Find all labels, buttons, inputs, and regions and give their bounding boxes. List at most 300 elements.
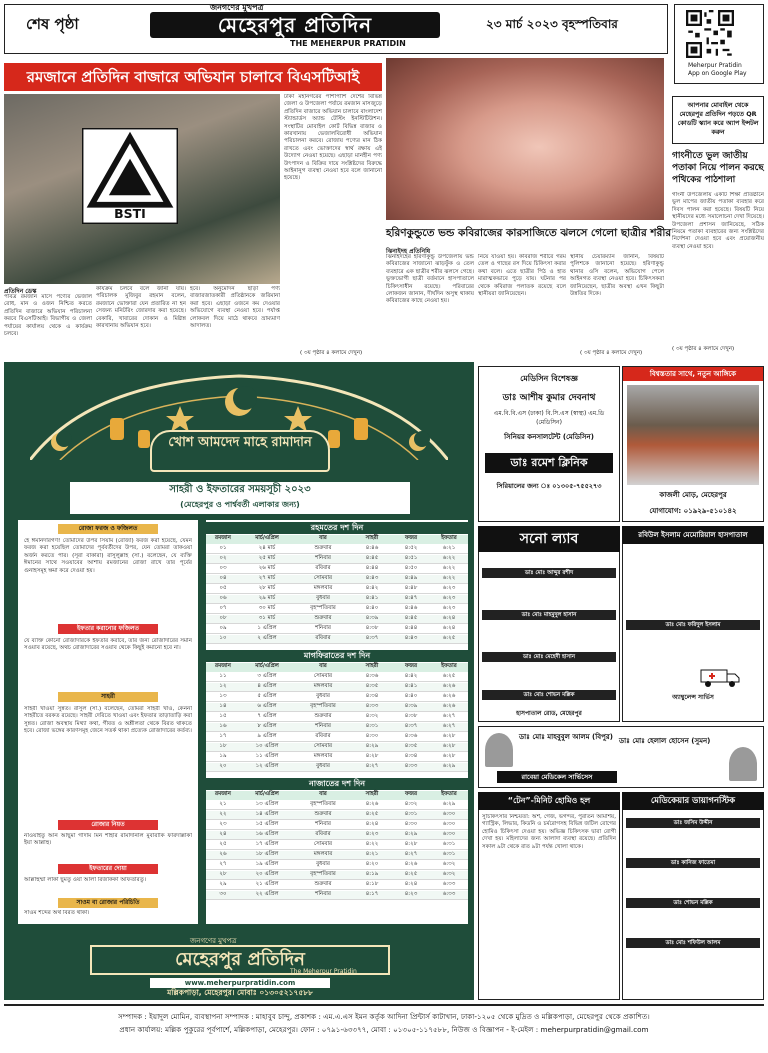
timetable-row	[206, 881, 468, 890]
timetable-row-cell: রবিবার	[315, 733, 331, 739]
timetable-row-cell: ৪:২৫	[365, 811, 379, 817]
timetable-row-cell: ৬:৩১	[442, 841, 456, 847]
timetable-row-cell: বৃহস্পতিবার	[310, 801, 336, 807]
timetable-row-cell: শুক্রবার	[314, 713, 332, 719]
footer-logo: মেহেরপুর প্রতিদিন	[90, 945, 390, 975]
timetable-row-cell: ৪:৪৫	[365, 555, 379, 561]
timetable-header-cell: বার	[319, 663, 327, 669]
restaurant-photo	[627, 385, 759, 485]
section-sawm: সাওম বা রোজার পরিচিতি	[58, 898, 158, 908]
timetable-row-cell: ১০ এপ্রিল	[255, 743, 279, 749]
sono-doctor-bar-2: ডাঃ মোঃ মাহমুদুল হাসান	[482, 610, 616, 620]
timetable-row-cell: ৬:২৯	[442, 801, 456, 807]
timetable-row	[206, 713, 468, 722]
timetable-row-cell: ৪:৪২	[404, 673, 418, 679]
ambulance-icon	[700, 666, 740, 688]
timetable-row-cell: ৪:২৩	[404, 891, 418, 897]
side-headline[interactable]: গাংনীতে ভুল জাতীয় পতাকা নিয়ে পালন করছে পথিকের পাঠশালা	[672, 151, 764, 185]
footer-address: মল্লিকপাড়া, মেহেরপুর। মোবাঃ ০১৩০৫২১৭৫৮৮	[167, 988, 313, 997]
ramesh-phone[interactable]: সিরিয়ালের জন্য ঃ ০১৩০৫-৭৫৫২৭৩	[496, 482, 602, 490]
timetable-row-cell: ০৬	[219, 595, 227, 601]
timetable-row-cell: সোমবার	[313, 743, 333, 749]
timetable-row-cell: ৪:৩২	[365, 713, 379, 719]
timetable-row-cell: ০১	[219, 545, 227, 551]
section-fasting-virtue: রোজা ফরজ ও ফজিলত	[58, 524, 158, 534]
timetable-row-cell: ৬:২৪	[442, 625, 456, 631]
timetable-row-cell: ৪:৩১	[404, 811, 418, 817]
timetable-row-cell: ৪:২৭	[365, 763, 379, 769]
ramesh-specialty: মেডিসিন বিশেষজ্ঞ	[520, 374, 578, 383]
timetable-row-cell: ১৯ এপ্রিল	[255, 861, 279, 867]
timetable-row-cell: ৬:২৭	[442, 713, 456, 719]
timetable-row-cell: বৃহস্পতিবার	[310, 703, 336, 709]
timetable-row-cell: ৪:২৯	[404, 831, 418, 837]
footer-english-name: The Meherpur Pratidin	[290, 968, 357, 975]
timetable-row-cell: ৪:৩৩	[404, 763, 418, 769]
timetable-row-cell: ৪:৪৮	[404, 585, 418, 591]
timetable-row	[206, 575, 468, 584]
ramadan-subtitle-box	[70, 482, 410, 514]
section-iftar-virtue: ইফতার করানোর ফজিলত	[58, 624, 158, 634]
timetable-row-cell: ০৩	[219, 565, 227, 571]
sono-address: হাসপাতাল রোড, মেহেরপুর	[516, 710, 582, 717]
timetable-row-cell: ৬:২৩	[442, 585, 456, 591]
timetable-row-cell: ২৯	[219, 881, 227, 887]
rabiul-ambulance-label: অ্যাম্বুলেন্স সার্ভিস	[672, 694, 714, 701]
timetable-row-cell: ৪:২২	[365, 841, 379, 847]
timetable-header-cell: রমজান	[215, 535, 231, 541]
lead-column-right: ঢাকা মহানগরের পাশাপাশি দেশের বিভিন্ন জেলা ও উপজেলা পর্যায়ে রমজান মাসজুড়ে প্রতিদিন বাজারে অভিযান চালাবে বাংলাদেশ স্ট্যান্ডার্ডস অ্যান্ড টেস্টিং ইনস্টিটিউশন। সংস্থাটির মোবাইল কোর্ট বিভিন্ন বাজার ও কারখানায় ভেজালবিরোধী অভিযান পরিচালনা করবে। রোজায় পণ্যের মান ঠিক রাখতে এবং ভোক্তাদের স্বার্থ রক্ষায় এই উদ্যোগ নেওয়া হয়েছে। এছাড়া মানহীন পণ্য উৎপাদন ও বিক্রির দায়ে সংশ্লিষ্টদের বিরুদ্ধে আইনানুগ ব্যবস্থা নেওয়া হবে বলে জানানো হয়েছে।	[284, 94, 382, 182]
timetable-row-cell: ৪:২৬	[404, 861, 418, 867]
timetable-row-cell: রবিবার	[315, 831, 331, 837]
timetable-row-cell: ১৫ এপ্রিল	[255, 821, 279, 827]
timetable-row-cell: ৩০ মার্চ	[258, 605, 276, 611]
timetable-row-cell: ৪:৪৭	[404, 595, 418, 601]
lead-column-3: হবে। অনুমোদন ছাড়া পণ্য বাজারজাতকারী প্রতিষ্ঠানকে জরিমানা করা হবে। এছাড়া ওজনে কম দেওয়ার অভিযোগে ব্যবস্থা নেওয়া হবে। পর্যাপ্ত লোকবল দিয়ে মাঠে থাকবে ভ্রাম্যমাণ আদালত।	[190, 286, 280, 330]
timetable-row-cell: ৪:২০	[365, 861, 379, 867]
timetable-row-cell: ৪:২৭	[404, 851, 418, 857]
timetable-row-cell: ৪:২১	[365, 851, 379, 857]
lead-continued: ( ৩য় পৃষ্ঠার ৪ কলামে দেখুন)	[300, 350, 363, 356]
timetable-row	[206, 801, 468, 810]
timetable-row-cell: ৬:২৬	[442, 703, 456, 709]
sono-doctor-bar-3: ডাঃ মোঃ মেহেদী হাসান	[482, 652, 616, 662]
timetable-row-cell: শনিবার	[315, 821, 331, 827]
timetable-band: মাগফিরাতের দশ দিন	[206, 650, 468, 662]
timetable-row	[206, 841, 468, 850]
timetable-row-cell: বুধবার	[316, 693, 330, 699]
timetable-header-cell: ফজর	[405, 535, 417, 541]
timetable-row-cell: ৪:৪২	[365, 585, 379, 591]
timetable-row-cell: ০৯	[219, 625, 227, 631]
timetable-row-cell: মঙ্গলবার	[313, 683, 333, 689]
timetable-row-cell: ৪:৪১	[404, 683, 418, 689]
story2-column-3: স্থানীয় চেয়ারম্যান জানান, বিষয়টি পুলিশকে জানানো হয়েছে। হরিণাকুন্ডু থানার ওসি বলেন, অভিযোগ পেলে আইনগত ব্যবস্থা নেওয়া হবে। চিকিৎসকরা জানিয়েছেন, ছাত্রীর অবস্থা এখন কিছুটা উন্নতির দিকে।	[570, 254, 664, 298]
timetable-row-cell: ৪:৪৫	[404, 615, 418, 621]
timetable-row	[206, 635, 468, 644]
timetable-row-cell: ১৮	[219, 743, 227, 749]
timetable-row-cell: বুধবার	[316, 595, 330, 601]
timetable-row-cell: শুক্রবার	[314, 881, 332, 887]
timetable-row-cell: ১৬	[219, 723, 227, 729]
timetable-row-cell: ৪:৩৯	[365, 615, 379, 621]
timetable-header	[206, 791, 468, 800]
side-story-text: গাংনী উপজেলায় একটি শিক্ষা প্রতিষ্ঠানে ভুল মাপের জাতীয় পতাকা ব্যবহার করে দিবস পালন করা হয়েছে। বিষয়টি নিয়ে স্থানীয়দের মধ্যে সমালোচনা দেখা দিয়েছে। উপজেলা প্রশাসন জানিয়েছে, সঠিক নিয়মে পতাকা ব্যবহারের জন্য সংশ্লিষ্টদের নির্দেশনা দেওয়া হবে এবং প্রয়োজনীয় ব্যবস্থা নেওয়া হবে।	[672, 192, 764, 250]
ramadan-subtitle: সাহরী ও ইফতারের সময়সূচী ২০২৩	[169, 484, 311, 495]
timetable-row	[206, 753, 468, 762]
timetable-row-cell: শনিবার	[315, 891, 331, 897]
timetable-row-cell: ৬:৩২	[442, 861, 456, 867]
timetable-row-cell: ৬:২২	[442, 565, 456, 571]
restaurant-slogan: বিশ্বস্ততার সাথে, নতুন আঙ্গিকে	[623, 367, 763, 381]
restaurant-ad	[622, 366, 764, 522]
medicare-doctor-bar-2: ডাঃ কানিজ ফাতেমা	[626, 858, 760, 868]
doctor-photo-2	[729, 747, 757, 781]
timetable-row-cell: মঙ্গলবার	[313, 753, 333, 759]
timetable-header-cell: মার্চ/এপ্রিল	[255, 535, 279, 541]
imprint-line	[4, 1004, 764, 1050]
story2-dateline: ঝিনাইদহ প্রতিনিধি	[386, 248, 431, 255]
timetable-row-cell: বুধবার	[316, 763, 330, 769]
side-continued: ( ৩য় পৃষ্ঠার ৪ কলামে দেখুন)	[672, 346, 735, 352]
timetable-header-cell: সাহরী	[365, 791, 379, 797]
timetable-row-cell: ৪ এপ্রিল	[257, 683, 277, 689]
lead-headline[interactable]: রমজানে প্রতিদিন বাজারে অভিযান চালাবে বিএসটিআই	[4, 63, 382, 91]
timetable-row-cell: ২১ এপ্রিল	[255, 881, 279, 887]
section-sehri: সাহরী	[58, 692, 158, 702]
timetable-row-cell: ২৭ মার্চ	[258, 575, 276, 581]
rabeya-medical-ad	[478, 726, 764, 788]
timetable-header-cell: সাহরী	[365, 663, 379, 669]
lead-dateline: প্রতিদিন ডেস্ক	[4, 288, 37, 295]
timetable-row-cell: ০৭	[219, 605, 227, 611]
timetable-row-cell: ৪:৫১	[404, 555, 418, 561]
timetable-row-cell: ০২	[219, 555, 227, 561]
timetable-row-cell: ৪:২৯	[365, 743, 379, 749]
timetable-row-cell: ৪:৪৪	[365, 565, 379, 571]
timetable-row-cell: ২৩	[219, 821, 227, 827]
timetable-row	[206, 723, 468, 732]
timetable-header-cell: বার	[319, 791, 327, 797]
timetable-row-cell: সোমবার	[313, 673, 333, 679]
timetable-row-cell: ২২	[219, 811, 227, 817]
timetable-row-cell: ১১ এপ্রিল	[255, 753, 279, 759]
timetable-header	[206, 535, 468, 544]
timetable-row-cell: রবিবার	[315, 635, 331, 641]
sono-doctor-bar-4: ডাঃ মোঃ শোভন মল্লিক	[482, 690, 616, 700]
timetable-row-cell: ৬ এপ্রিল	[257, 703, 277, 709]
timetable-row-cell: ৪:৪৪	[404, 625, 418, 631]
ramesh-clinic-ad	[478, 366, 620, 522]
timetable-row-cell: ৩ এপ্রিল	[257, 673, 277, 679]
timetable-row-cell: ৪:২৮	[404, 841, 418, 847]
story2-headline[interactable]: হরিণকুন্ডুতে ভন্ড কবিরাজের কারসাজিতে ঝলসে গেলো ছাত্রীর শরীর	[386, 227, 672, 239]
timetable-row-cell: ২৪ মার্চ	[258, 545, 276, 551]
story2-photo	[386, 58, 664, 220]
timetable-row-cell: ২৫ মার্চ	[258, 555, 276, 561]
ramadan-timetable	[206, 520, 468, 924]
timetable-header-cell: ফজর	[405, 791, 417, 797]
timetable-row-cell: ২২ এপ্রিল	[255, 891, 279, 897]
timetable-row	[206, 555, 468, 564]
timetable-row	[206, 703, 468, 712]
timetable-row-cell: ৪:৩৭	[365, 635, 379, 641]
timetable-row-cell: শনিবার	[315, 723, 331, 729]
timetable-row-cell: ১৪	[219, 703, 227, 709]
timetable-row-cell: ৬:৩০	[442, 821, 456, 827]
timetable-row-cell: ৬:২৪	[442, 615, 456, 621]
timetable-row-cell: ৪:৩০	[365, 733, 379, 739]
timetable-row-cell: ৪:৩৪	[365, 693, 379, 699]
timetable-row	[206, 615, 468, 624]
timetable-row-cell: মঙ্গলবার	[313, 851, 333, 857]
timetable-row-cell: ১৭ এপ্রিল	[255, 841, 279, 847]
timetable-row	[206, 743, 468, 752]
timetable-row-cell: ৪:১৭	[365, 891, 379, 897]
ramesh-degrees: এম.বি.বি.এস (ঢাকা) বি.সি.এস (স্বাস্থ্য) এম.ডি (মেডিসিন)	[493, 410, 605, 426]
story2-continued: ( ৩য় পৃষ্ঠার ৪ কলামে দেখুন)	[580, 350, 643, 356]
timetable-row-cell: বৃহস্পতিবার	[310, 871, 336, 877]
timetable-header-cell: মার্চ/এপ্রিল	[255, 791, 279, 797]
timetable-row-cell: ৬:২২	[442, 575, 456, 581]
timetable-row-cell: ১২ এপ্রিল	[255, 763, 279, 769]
ramesh-doctor-name: ডাঃ আশীষ কুমার দেবনাথ	[502, 393, 596, 403]
timetable-row-cell: ৮ এপ্রিল	[257, 723, 277, 729]
sawm-text: সাওম শব্দের অর্থ বিরত থাকা।	[24, 910, 90, 916]
timetable-row-cell: সোমবার	[313, 575, 333, 581]
timetable-row	[206, 595, 468, 604]
timetable-row-cell: শনিবার	[315, 555, 331, 561]
app-promo-box	[672, 96, 764, 144]
timetable-row-cell: ৪:৩৩	[365, 703, 379, 709]
timetable-header-cell: ইফতার	[441, 791, 457, 797]
doctor-photo-1	[485, 733, 513, 767]
timetable-row-cell: ৬:৩০	[442, 811, 456, 817]
timetable-row	[206, 733, 468, 742]
timetable-row-cell: ১৮ এপ্রিল	[255, 851, 279, 857]
timetable-row-cell: ৪:৩৬	[404, 733, 418, 739]
timetable-row-cell: ৪:৩৫	[365, 683, 379, 689]
iftar-virtue-text: যে ব্যক্তি কোনো রোজাদারকে ইফতার করাবে, তার জন্য রোজাদারের সমান সওয়াব রয়েছে, অথচ রোজাদারের সওয়াব থেকে কিছুই কমানো হবে না।	[24, 638, 192, 652]
timetable-row-cell: ৪:২৪	[365, 821, 379, 827]
timetable-row-cell: ২৪	[219, 831, 227, 837]
timetable-row-cell: ১২	[219, 683, 227, 689]
section-iftar-dua: ইফতারের দোয়া	[58, 864, 158, 874]
medicare-doctor-bar-3: ডাঃ শোভন মল্লিক	[626, 898, 760, 908]
timetable-row-cell: ৩০	[219, 891, 227, 897]
timetable-header-cell: মার্চ/এপ্রিল	[255, 663, 279, 669]
timetable-row-cell: ৬:২৬	[442, 693, 456, 699]
timetable-row	[206, 851, 468, 860]
timetable-row-cell: বৃহস্পতিবার	[310, 605, 336, 611]
timetable-row-cell: ৪:৪৩	[404, 635, 418, 641]
timetable-row-cell: ১৩	[219, 693, 227, 699]
timetable-header-cell: ইফতার	[441, 663, 457, 669]
timetable-row-cell: ৬:২৬	[442, 683, 456, 689]
homeo-text: সুচিকিৎসার নিশ্চয়তা: অর্শ, গেজ, ভগন্দর, পুরাতন আমাশয়, গ্যাস্ট্রিক, লিভার, কিডনি ও চর্মরোগসহ বিভিন্ন জটিল রোগের হোমিও চিকিৎসা দেওয়া হয়। অভিজ্ঞ চিকিৎসক দ্বারা রোগী দেখা হয়। মহিলাদের জন্য আলাদা ব্যবস্থা রয়েছে। প্রতিদিন সকাল ৯টা থেকে রাত ৯টা পর্যন্ত খোলা থাকে।	[482, 814, 616, 850]
timetable-row-cell: ৬:২১	[442, 545, 456, 551]
timetable-row	[206, 545, 468, 554]
restaurant-phone[interactable]: যোগাযোগ: ০১৯২৯-৫১০১৪২	[649, 507, 737, 515]
timetable-row-cell: ৪:৪০	[404, 693, 418, 699]
timetable-row-cell: মঙ্গলবার	[313, 585, 333, 591]
timetable-row-cell: ৪:১৮	[365, 881, 379, 887]
sono-lab-title: সনো ল্যাব	[478, 526, 620, 552]
timetable-row-cell: ২৮	[219, 871, 227, 877]
story2-column-1: ঝিনাইদহের হরিণাকুন্ডু উপজেলায় ভন্ড কবিরাজের সাজানো ঝাড়ফুঁক ও তেল ব্যবহারে এক ছাত্রীর শরীর ঝলসে গেছে। ভুক্তভোগী ছাত্রী বর্তমানে হাসপাতালে চিকিৎসাধীন রয়েছে। পরিবারের লোকজন জানান, দীর্ঘদিন অসুস্থ থাকায় কবিরাজের কাছে নেওয়া হয়।	[386, 254, 474, 305]
lead-column-2: কার্যক্রম চলবে বলে জানা যায়। পরিচালক মুজিবুর রহমান বলেন, রমজানে ভোক্তারা যেন প্রতারিত না হন সেজন্য মনিটরিং জোরদার করা হয়েছে। বেকারি, খাবারের দোকান ও মিষ্টান্ন কারখানায় অভিযান হবে।	[96, 286, 186, 330]
timetable-row-cell: ৬:২৮	[442, 743, 456, 749]
ramadan-subtitle2: (মেহেরপুর ও পার্শ্ববর্তী এলাকার জন্য)	[180, 500, 300, 509]
timetable-row-cell: ৪:২৬	[365, 801, 379, 807]
app-promo-text: আপনার মোবাইল থেকে মেহেরপুর প্রতিদিন পড়তে QR কোডটি স্ক্যান করে অ্যাপ ইন্সটল করুন	[677, 101, 759, 136]
timetable-row-cell: ৪:৩৮	[365, 625, 379, 631]
timetable-row	[206, 565, 468, 574]
restaurant-location: কাজলী মোড়, মেহেরপুর	[659, 491, 727, 499]
qr-caption: Meherpur Pratidin	[688, 62, 742, 69]
footer-tagline: জনগণের মুখপত্র	[190, 937, 237, 945]
timetable-row-cell: ২৫	[219, 841, 227, 847]
google-play-caption: App on Google Play	[688, 70, 747, 77]
timetable-row-cell: ৪:৫০	[404, 565, 418, 571]
imprint-editor: সম্পাদক : ইয়াদুল মোমিন, ব্যবস্থাপনা সম্পাদক : মাহাবুব চান্দু, প্রকাশক : এম.এ.এস ইমন কর্তৃক আদিনা প্রিন্টার্স কাটাখান, ঢাকা-১২০৫ থেকে মুদ্রিত ও মল্লিকপাড়া, মেহেরপুর থেকে প্রকাশিত।	[118, 1012, 650, 1021]
timetable-row-cell: ৪:২৩	[365, 831, 379, 837]
timetable-row	[206, 673, 468, 682]
timetable-row-cell: ১০	[219, 635, 227, 641]
timetable-row-cell: ৪:৪৬	[365, 545, 379, 551]
timetable-row-cell: ৪:৩৯	[404, 703, 418, 709]
timetable-row-cell: ২ এপ্রিল	[257, 635, 277, 641]
rabeya-title: রাবেয়া মেডিকেল সার্ভিসেস	[497, 771, 617, 783]
timetable-row-cell: ২১	[219, 801, 227, 807]
timetable-row-cell: ৪:৪৬	[404, 605, 418, 611]
bsti-label: BSTI	[114, 206, 146, 222]
ramesh-clinic-name: ডাঃ রমেশ ক্লিনিক	[485, 453, 613, 473]
timetable-row-cell: ৪:২৮	[365, 753, 379, 759]
timetable-row-cell: ৬:২৮	[442, 733, 456, 739]
timetable-row	[206, 831, 468, 840]
newspaper-english-name: THE MEHERPUR PRATIDIN	[290, 39, 406, 48]
timetable-row-cell: ২০	[219, 763, 227, 769]
timetable-row-cell: ১৫	[219, 713, 227, 719]
timetable-row-cell: ৬:২৭	[442, 723, 456, 729]
timetable-header-cell: সাহরী	[365, 535, 379, 541]
timetable-row-cell: ৪:৩৫	[404, 743, 418, 749]
medicare-doctor-bar-4: ডাঃ মোঃ শফিউল আলম	[626, 938, 760, 948]
timetable-row	[206, 861, 468, 870]
timetable-row	[206, 871, 468, 880]
timetable-row-cell: ৪:৫২	[404, 545, 418, 551]
rabiul-doctor-bar: ডাঃ মোঃ ফরিদুল ইসলাম	[626, 620, 760, 630]
lead-column-1: পবিত্র রমজান মাসে পণ্যের ভেজাল রোধ, মান ও ওজন নিশ্চিত করতে প্রতিদিন বাজারে অভিযান পরিচালনা করবে বিএসটিআই। বিভাগীয় ও জেলা পর্যায়ের কার্যালয় থেকে এ কার্যক্রম চলবে।	[4, 294, 92, 338]
timetable-row	[206, 763, 468, 772]
timetable-row-cell: ৪:৩৮	[404, 713, 418, 719]
timetable-row-cell: ৬:২৮	[442, 753, 456, 759]
timetable-row-cell: ০৪	[219, 575, 227, 581]
timetable-row-cell: ১১	[219, 673, 227, 679]
iftar-dua-text: আল্লাহুম্মা লাকা ছুমতু ওয়া আলা রিজকিকা আফতারতু।	[24, 877, 146, 883]
timetable-row-cell: ১৯	[219, 753, 227, 759]
masthead-tagline: জনগণের মুখপত্র	[210, 3, 264, 12]
timetable-row-cell: বুধবার	[316, 861, 330, 867]
timetable-row-cell: ১৪ এপ্রিল	[255, 811, 279, 817]
rabiul-hospital-title: রবিউল ইসলাম মেমোরিয়াল হাসপাতাল	[622, 526, 764, 544]
timetable-row-cell: ৪:৩৭	[404, 723, 418, 729]
timetable-row-cell: শুক্রবার	[314, 811, 332, 817]
timetable-row	[206, 625, 468, 634]
qr-code-icon[interactable]	[686, 10, 734, 58]
timetable-row	[206, 605, 468, 614]
timetable-row-cell: ৫ এপ্রিল	[257, 693, 277, 699]
timetable-row-cell: শুক্রবার	[314, 545, 332, 551]
timetable-row-cell: ৪:৩০	[404, 821, 418, 827]
timetable-header-cell: ইফতার	[441, 535, 457, 541]
timetable-row-cell: ৪:৪৯	[404, 575, 418, 581]
timetable-header	[206, 663, 468, 672]
timetable-row-cell: ২৬ মার্চ	[258, 565, 276, 571]
rabeya-doctor-2: ডাঃ মোঃ হেলাল হোসেন (সুমন)	[619, 737, 711, 745]
timetable-row-cell: শনিবার	[315, 625, 331, 631]
timetable-row-cell: ২৬	[219, 851, 227, 857]
timetable-row-cell: সোমবার	[313, 841, 333, 847]
timetable-row-cell: ৪:৪৩	[365, 575, 379, 581]
timetable-row-cell: ২৮ মার্চ	[258, 585, 276, 591]
medicare-doctor-bar-1: ডাঃ জসিম উদ্দীন	[626, 818, 760, 828]
timetable-row-cell: ৬:৩১	[442, 851, 456, 857]
sono-doctor-bar-1: ডাঃ মোঃ আব্দুর রশীদ	[482, 568, 616, 578]
timetable-row-cell: ৩১ মার্চ	[258, 615, 276, 621]
timetable-row	[206, 891, 468, 900]
sehri-text: সাহরী খাওয়া সুন্নত। রাসুল (সা.) বলেছেন, তোমরা সাহরী খাও, কেননা সাহরীতে বরকত রয়েছে। সাহরী দেরিতে খাওয়া এবং ইফতার তাড়াতাড়ি করা সুন্নত। রোজা অবস্থায় মিথ্যা কথা, গীবত ও অশ্লীলতা থেকে বিরত থাকতে হবে। রোজা ভঙ্গের কারণসমূহ জেনে সতর্ক থাকা প্রত্যেক রোজাদারের কর্তব্য।	[24, 706, 192, 735]
timetable-row-cell: শুক্রবার	[314, 615, 332, 621]
timetable-row-cell: ০৮	[219, 615, 227, 621]
ramadan-title: খোশ আমদেদ মাহে রামাদান	[150, 430, 330, 472]
timetable-row-cell: ৬:২৫	[442, 635, 456, 641]
timetable-row-cell: ৬:২৩	[442, 605, 456, 611]
timetable-row-cell: ১৬ এপ্রিল	[255, 831, 279, 837]
footer-website-link[interactable]: www.meherpurpratidin.com	[150, 978, 330, 988]
timetable-band: নাজাতের দশ দিন	[206, 778, 468, 790]
timetable-row	[206, 683, 468, 692]
timetable-row-cell: ৬:২৩	[442, 595, 456, 601]
timetable-row-cell: ১ এপ্রিল	[257, 625, 277, 631]
timetable-row-cell: ৬:২৯	[442, 763, 456, 769]
timetable-header-cell: রমজান	[215, 791, 231, 797]
timetable-row-cell: ৬:৩০	[442, 831, 456, 837]
issue-date: ২৩ মার্চ ২০২৩ বৃহস্পতিবার	[486, 17, 618, 31]
timetable-row-cell: ৯ এপ্রিল	[257, 733, 277, 739]
timetable-row-cell: ৪:১৯	[365, 871, 379, 877]
timetable-row-cell: ৬:৩৩	[442, 891, 456, 897]
timetable-row-cell: ৬:২৫	[442, 673, 456, 679]
timetable-row-cell: ১৭	[219, 733, 227, 739]
rabeya-doctor-1: ডাঃ মোঃ মাহবুবুল আলম (বিপুর)	[519, 733, 613, 741]
timetable-header-cell: রমজান	[215, 663, 231, 669]
timetable-row-cell: ৪:৩১	[365, 723, 379, 729]
timetable-row-cell: ৪:৩৪	[404, 753, 418, 759]
fasting-virtue-text: হে ঈমানদারগণ! তোমাদের উপর সিয়াম (রোজা) ফরজ করা হয়েছে, যেমন ফরজ করা হয়েছিল তোমাদের পূর্ববর্তীদের উপর, যেন তোমরা তাকওয়া অর্জন করতে পার। (সূরা বাকারা) রাসুলুল্লাহ (সা.) বলেছেন, যে ব্যক্তি ঈমানের সাথে সওয়াবের আশায় রমজানের রোজা রাখে তার পূর্বের গুনাহসমূহ ক্ষমা করে দেওয়া হয়।	[24, 538, 192, 574]
ramadan-info-panel	[18, 520, 198, 924]
timetable-row	[206, 811, 468, 820]
timetable-row-cell: ৬:২২	[442, 555, 456, 561]
timetable-row	[206, 821, 468, 830]
timetable-band: রহমতের দশ দিন	[206, 522, 468, 534]
timetable-row-cell: ৬:৩৩	[442, 881, 456, 887]
timetable-row-cell: ৪:২৫	[404, 871, 418, 877]
imprint-office: প্রধান কার্যালয়: মল্লিক পুকুরের পূর্বপার্শে, মল্লিকপাড়া, মেহেরপুর। ফোন : ০৭৯১-৬৩৩৭৭, মোবা : ০১৩০৫-১১৭৫৮৮, নিউজ ও বিজ্ঞাপন - ই-মেইল : meherpurpratidin@gmail.com	[119, 1025, 649, 1034]
timetable-row-cell: ১৩ এপ্রিল	[255, 801, 279, 807]
niyat-text: নাওয়াইতু আন আছুমা গাদাম মিন শাহরি রামাদানাল মুবারাকি ফারদাল্লাকা ইয়া আল্লাহু।	[24, 833, 192, 847]
